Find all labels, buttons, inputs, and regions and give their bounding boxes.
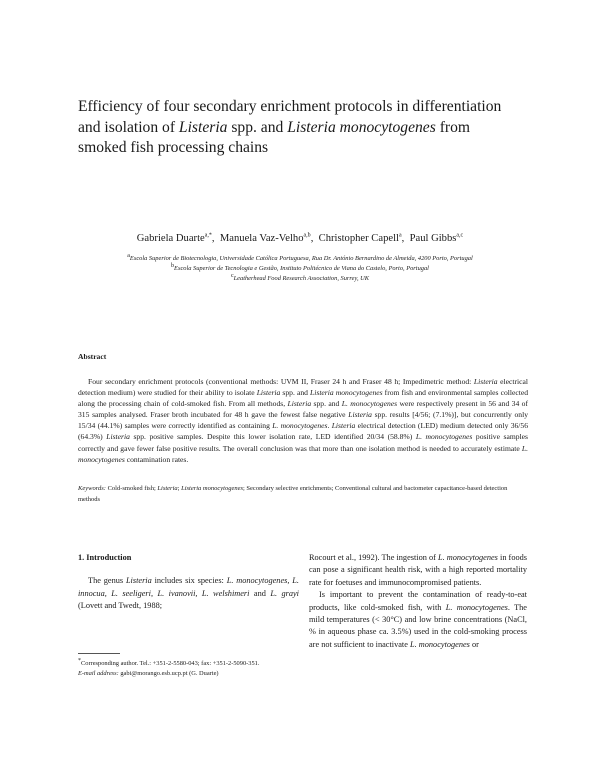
- affiliation-b: $^b$Escola Superior de Tecnologia e Gestão, Instituto Politécnico de Viana do Castelo, Porto, Portugal: [171, 263, 429, 273]
- affiliation-c: $^c$Leatherhead Food Research Association, Surrey, UK: [230, 273, 370, 283]
- affiliation-a: $^a$Escola Superior de Biotecnologia, Universidade Católica Portuguesa, Rua Dr. António Bernardino de Almeida, 4200 Porto, Portugal: [127, 252, 473, 262]
- email-address: E-mail address: gabi@morango.esb.ucp.pt (G. Duarte): [78, 670, 219, 677]
- intro-column-left: [78, 552, 299, 613]
- keywords: Keywords: Cold-smoked fish; Listeria; Listeria monocytogenes; Secondary selective enrichments; Conventional cultural and bactometer capacitance-based detection methods: [78, 485, 508, 503]
- section-heading-introduction: 1. Introduction: [78, 553, 132, 562]
- intro-column-right: [309, 552, 527, 651]
- intro-paragraph-continued: Rocourt et al., 1992). The ingestion of L. monocytogenes in foods can pose a significant health risk, with a high reported mortality rate for foetuses and immunocompromised patients.: [309, 553, 527, 587]
- footnote-divider: [78, 653, 120, 654]
- abstract-heading: Abstract: [78, 352, 107, 361]
- paper-title: Efficiency of four secondary enrichment protocols in differentiation and isolation of Listeria spp. and Listeria monocytogenes from smoked fish processing chains: [78, 98, 502, 156]
- intro-paragraph-2: Is important to prevent the contamination of ready-to-eat products, like cold-smoked fish, with L. monocytogenes. The mild temperatures (< 30°C) and low brine concentrations (NaCl, % in aqueous phase ca. 3.5%) used in the cold-smoking process are not sufficient to inactivate L. monocytogenes or: [309, 590, 527, 649]
- abstract-body: Four secondary enrichment protocols (conventional methods: UVM II, Fraser 24 h and Fraser 48 h; Impedimetric method: Listeria electrical detection medium) were studied for their ability to isolate Listeria spp. and Listeria monocytogenes from fish and environmental samples collected along the processing chain of cold-smoked fish. From all methods, Listeria spp. and L. monocytogenes were respectively present in 56 and 34 of 315 samples analysed. Fraser broth incubated for 48 h gave the fewest false negative Listeria spp. results [4/56; (7.1%)], but concurrently only 15/34 (44.1%) samples were correctly identified as containing L. monocytogenes. Listeria electrical detection (LED) medium detected only 36/56 (64.3%) Listeria spp. positive samples. Despite this lower isolation rate, LED identified 20/34 (58.8%) L. monocytogenes positive samples correctly and gave fewer false positive results. The overall conclusion was that more than one isolation method is needed to accurately estimate L. monocytogenes contamination rates.: [78, 377, 529, 464]
- intro-paragraph: The genus Listeria includes six species: L. monocytogenes, L. innocua, L. seeligeri, L. ivanovii, L. welshimeri and L. grayi (Lovett and Twedt, 1988;: [78, 576, 299, 611]
- footnote: [78, 659, 299, 679]
- author-list: Gabriela Duarte$^{a,*}$, Manuela Vaz-Velho$^{a,b}$, Christopher Capell$^a$, Paul Gibbs$^{a,c}$: [136, 232, 464, 244]
- corresponding-author: *Corresponding author. Tel.: +351-2-5580-043; fax: +351-2-5090-351.: [78, 657, 260, 667]
- affiliations: [0, 254, 600, 285]
